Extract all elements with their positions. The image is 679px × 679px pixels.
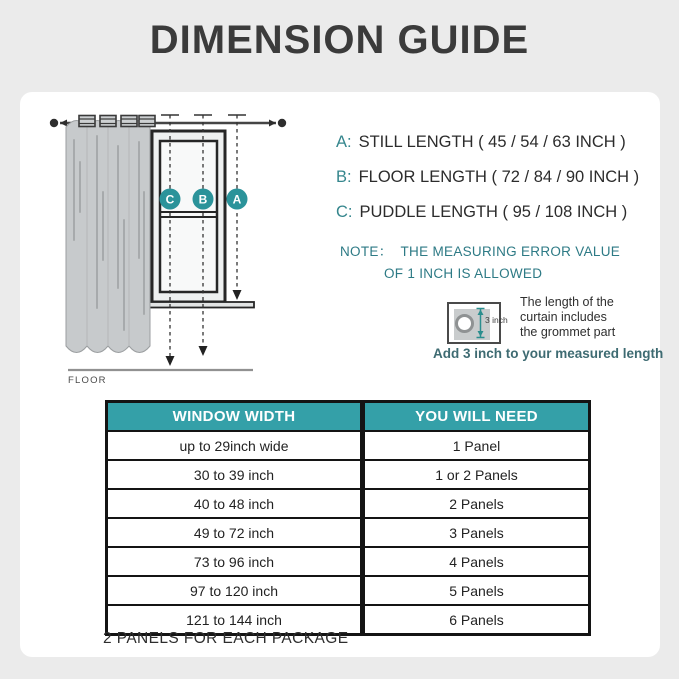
note-line2: OF 1 INCH IS ALLOWED <box>384 266 543 281</box>
spec-a-prefix: A: <box>336 133 352 151</box>
spec-puddle-length <box>336 201 639 223</box>
panels-needed-cell: 1 Panel <box>363 431 590 460</box>
spec-b-prefix: B: <box>336 168 352 186</box>
grommet-ring-icon <box>455 314 474 333</box>
panels-needed-cell: 5 Panels <box>363 576 590 605</box>
window-width-cell: 97 to 120 inch <box>107 576 363 605</box>
window-width-cell: 121 to 144 inch <box>107 605 363 635</box>
measure-arrow-A <box>227 115 248 300</box>
curtain-icon <box>66 116 155 353</box>
window-width-cell: 40 to 48 inch <box>107 489 363 518</box>
table-row <box>107 518 590 547</box>
marker-b-label: B <box>198 192 208 207</box>
three-inch-arrow-icon <box>476 307 485 339</box>
note-label: NOTE： <box>340 244 393 259</box>
panels-needed-cell: 4 Panels <box>363 547 590 576</box>
table-body <box>107 431 590 635</box>
panels-needed-cell: 3 Panels <box>363 518 590 547</box>
table-row <box>107 431 590 460</box>
grommet-tip: Add 3 inch to your measured length <box>433 346 664 361</box>
table-header-row <box>107 402 590 432</box>
marker-c-label: C <box>165 192 175 207</box>
panels-needed-cell: 2 Panels <box>363 489 590 518</box>
package-note: 2 PANELS FOR EACH PACKAGE <box>103 630 349 647</box>
panels-needed-cell: 6 Panels <box>363 605 590 635</box>
page-title: DIMENSION GUIDE <box>149 18 530 62</box>
window-sill-icon <box>144 302 254 308</box>
grommet-desc-line1: The length of the <box>520 295 614 309</box>
table-row <box>107 460 590 489</box>
marker-a-label: A <box>232 192 242 207</box>
window-width-cell: 73 to 96 inch <box>107 547 363 576</box>
spec-c-text: PUDDLE LENGTH ( 95 / 108 INCH ) <box>359 203 628 221</box>
grommet-diagram <box>447 302 508 344</box>
grommet-desc-line3: the grommet part <box>520 325 616 339</box>
table-row <box>107 489 590 518</box>
window-width-cell: up to 29inch wide <box>107 431 363 460</box>
spec-b-text: FLOOR LENGTH ( 72 / 84 / 90 INCH ) <box>358 168 640 186</box>
spec-still-length <box>336 131 639 153</box>
window-width-cell: 30 to 39 inch <box>107 460 363 489</box>
measuring-note <box>340 240 620 281</box>
note-line1: THE MEASURING ERROR VALUE <box>400 244 621 259</box>
header-you-will-need: YOU WILL NEED <box>363 402 590 432</box>
grommet-desc-line2: curtain includes <box>520 310 607 324</box>
length-specs <box>336 131 639 236</box>
grommet-description <box>520 295 615 340</box>
header-window-width: WINDOW WIDTH <box>107 402 363 432</box>
spec-c-prefix: C: <box>336 203 353 221</box>
grommet-size-label: 3 inch <box>485 315 508 325</box>
curtain-window-diagram <box>40 100 290 390</box>
spec-floor-length <box>336 166 639 188</box>
panels-needed-cell: 1 or 2 Panels <box>363 460 590 489</box>
panel-sizing-table <box>105 400 591 636</box>
table-row <box>107 547 590 576</box>
table-row <box>107 576 590 605</box>
spec-a-text: STILL LENGTH ( 45 / 54 / 63 INCH ) <box>358 133 626 151</box>
window-width-cell: 49 to 72 inch <box>107 518 363 547</box>
floor-label: FLOOR <box>68 375 107 386</box>
content-card <box>20 92 664 657</box>
